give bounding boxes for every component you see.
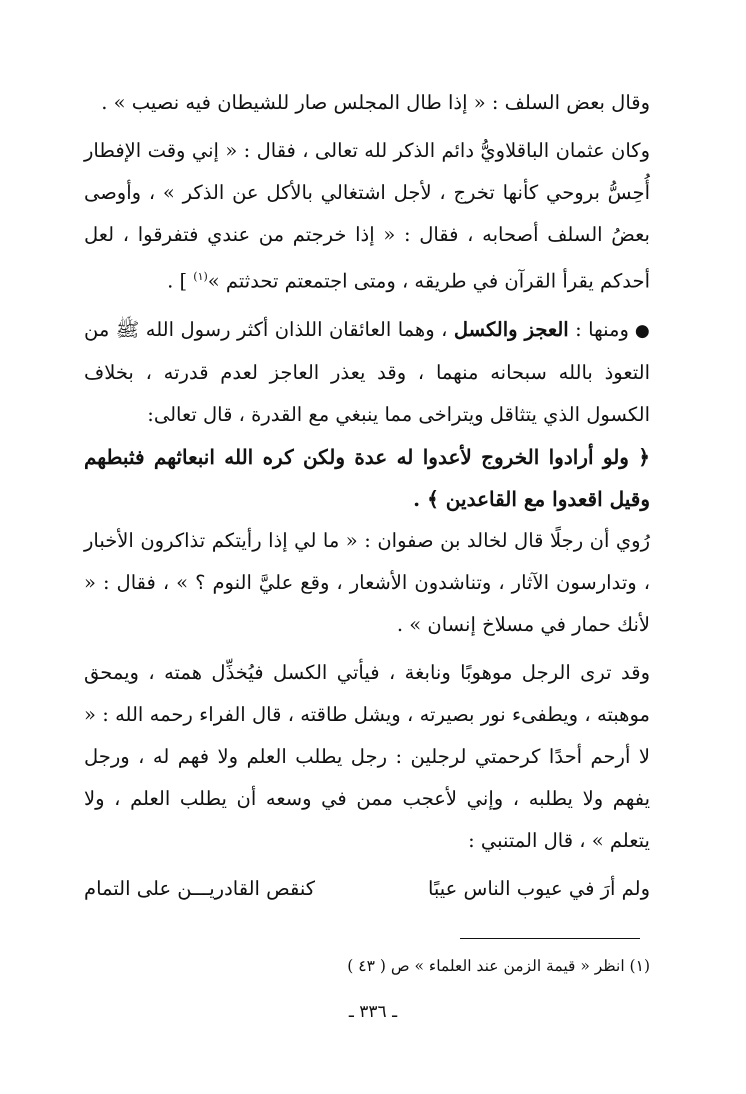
- page-number: ـ ٣٣٦ ـ: [348, 1002, 398, 1022]
- quran-verse: [84, 436, 650, 520]
- paragraph-baqillawi-text: وكان عثمان الباقلاويُّ دائم الذكر لله تعالى ، فقال : « إني وقت الإفطار أُحِسُّ بروحي كأنها تخرج ، لأجل اشتغالي بالأكل عن الذكر » ، وأوصى بعضُ السلف أصحابه ، فقال : « إذا خرجتم من عندي فتفرقوا ، لعل أحدكم يقرأ القرآن في طريقه ، ومتى اجتمعتم تحدثتم »: [84, 139, 650, 293]
- paragraph-baqillawi-end: ] .: [167, 269, 194, 293]
- paragraph-laziness: [84, 309, 650, 436]
- paragraph-khalid: رُوي أن رجلًا قال لخالد بن صفوان : « ما لي إذا رأيتكم تذاكرون الأخبار ، وتدارسون الآثار ، وتناشدون الأشعار ، وقع عليَّ النوم ؟ » ، فقال : « لأنك حمار في مسلاخ إنسان » .: [84, 528, 650, 636]
- poem-verse: [84, 868, 650, 910]
- footnote: (١) انظر « قيمة الزمن عند العلماء » ص ( ٤٣ ): [347, 957, 650, 975]
- paragraph-salaf-quote: وقال بعض السلف : « إذا طال المجلس صار للشيطان فيه نصيب » .: [101, 91, 650, 114]
- poem-hemistich-1: ولم أرَ في عيوب الناس عيبًا: [427, 876, 650, 900]
- quran-verse-text: ﴿ ولو أرادوا الخروج لأعدوا له عدة ولكن كره الله انبعاثهم فثبطهم وقيل اقعدوا مع القاعدين ﴾: [84, 444, 650, 511]
- footnote-ref[interactable]: (١): [193, 270, 208, 283]
- section-lead: ومنها :: [568, 317, 629, 341]
- section-text: ، وهما العائقان اللذان أكثر رسول الله ﷺ من التعوذ بالله سبحانه منهما ، وقد يعذر العاجز لعدم قدرته ، بخلاف الكسول الذي يتثاقل ويتراخى مما ينبغي مع القدرة ، قال تعالى:: [84, 317, 650, 426]
- section-heading: العجز والكسل: [453, 317, 569, 341]
- quran-verse-end: .: [413, 486, 428, 511]
- bullet-icon: ●: [634, 320, 650, 341]
- footnote-divider: [460, 938, 640, 939]
- main-text: [84, 82, 650, 910]
- paragraph-farra: وقد ترى الرجل موهوبًا ونابغة ، فيأتي الكسل فيُخذِّل همته ، ويمحق موهبته ، ويطفىء نور بصيرته ، ويشل طاقته ، قال الفراء رحمه الله : « لا أرحم أحدًا كرحمتي لرجلين : رجل يطلب العلم ولا فهم له ، ورجل يفهم ولا يطلبه ، وإني لأعجب ممن في وسعه أن يطلب العلم ، ولا يتعلم » ، قال المتنبي :: [84, 660, 650, 852]
- paragraph-baqillawi: [84, 130, 650, 303]
- poem-hemistich-2: كنقص القادريـــن على التمام: [84, 876, 316, 900]
